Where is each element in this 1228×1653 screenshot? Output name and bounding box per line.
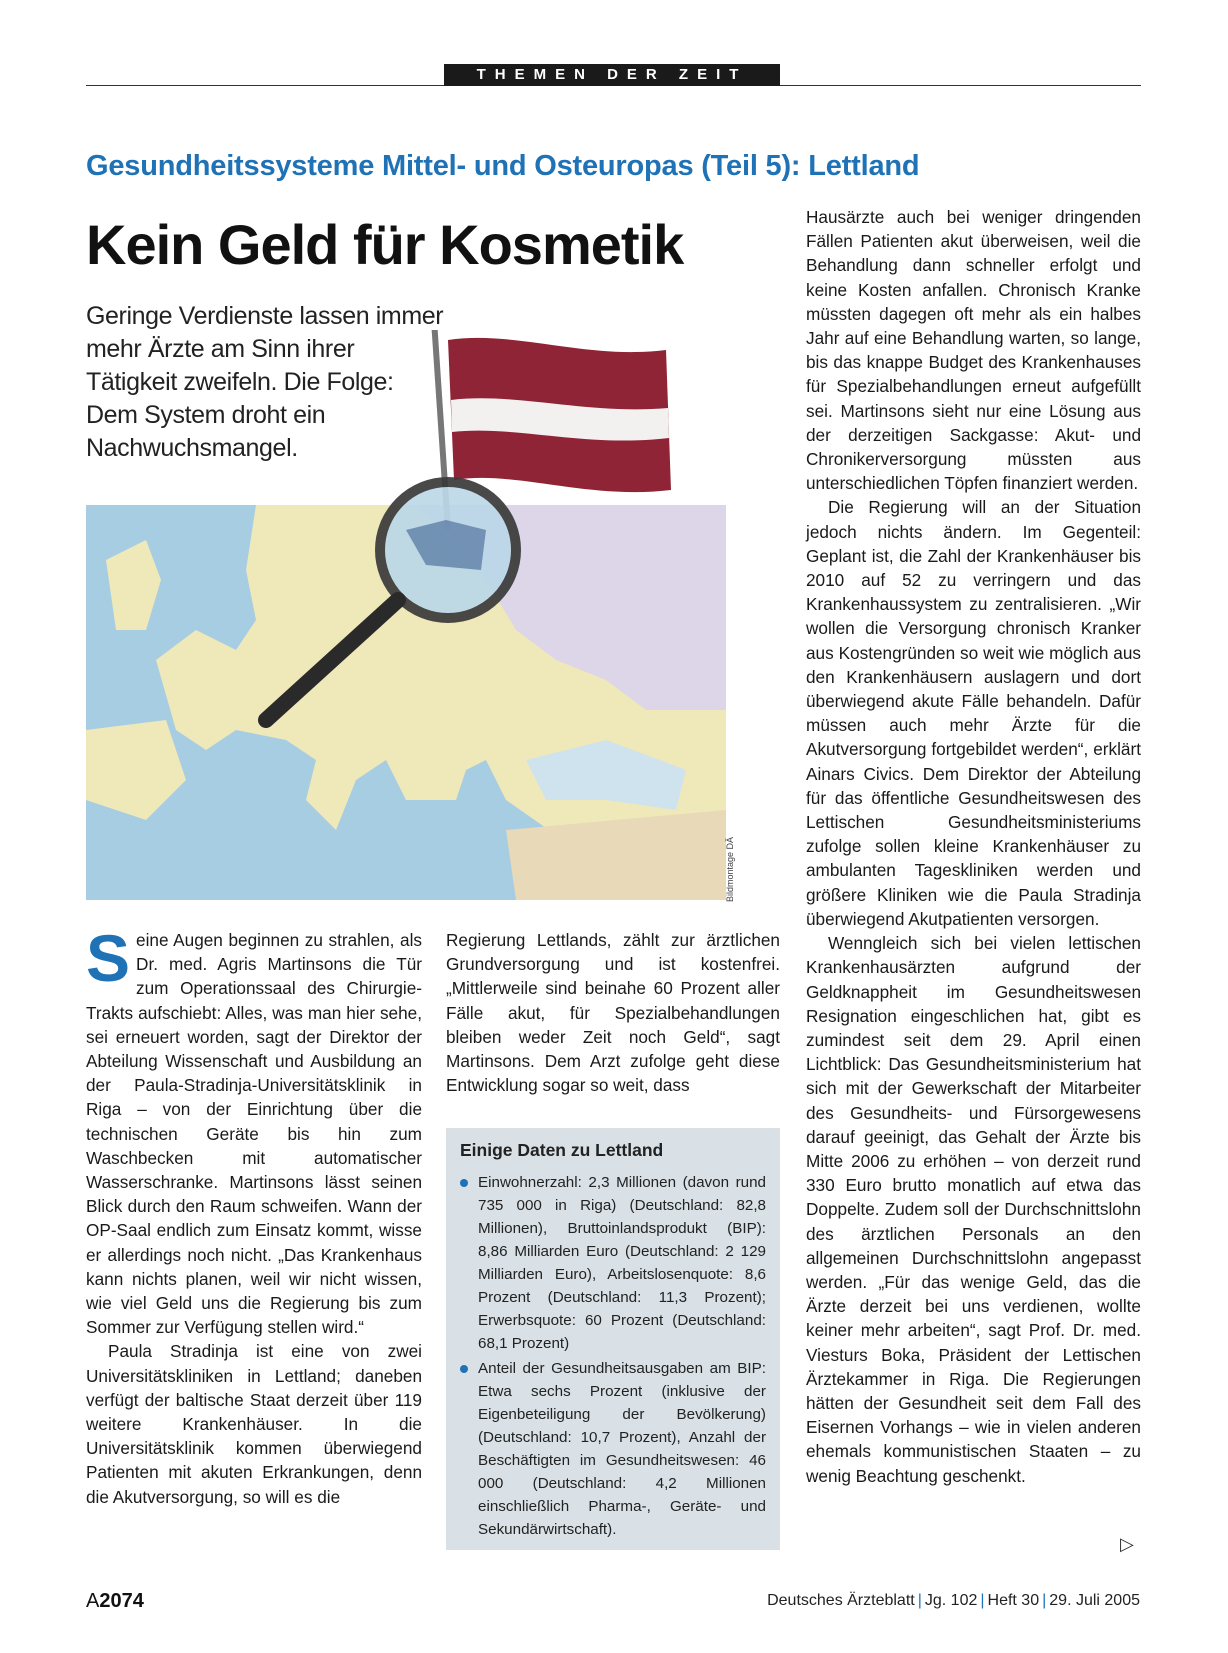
article-kicker: Gesundheitssysteme Mittel- und Osteuropas (Teil 5): Lettland (86, 150, 920, 182)
paragraph: Hausärzte auch bei weniger dringenden Fällen Patienten akut überweisen, weil die Behandlung dann schneller erfolgt und keine Kosten anfallen. Chronisch Kranke müssten dagegen oft mehr als ein halbes Jahr auf eine Behandlung warten, so lange, bis das knappe Budget des Krankenhauses für Spezialbehandlungen erneut aufgefüllt sei. Martinsons sieht nur eine Lösung aus der derzeitigen Sackgasse: Akut- und Chronikerversorgung müssten aus unterschiedlichen Töpfen finanziert werden. (806, 207, 1141, 494)
article-lead: Geringe Verdienste lassen immer mehr Ärzte am Sinn ihrer Tätigkeit zweifeln. Die Folge: Dem System droht ein Nachwuchsmangel. (86, 302, 444, 462)
bullet-icon (460, 1179, 468, 1187)
continue-arrow-icon: ▷ (1120, 1534, 1134, 1554)
bullet-icon (460, 1365, 468, 1373)
drop-cap: S (86, 921, 131, 995)
paragraph: Wenngleich sich bei vielen lettischen Krankenhausärzten aufgrund der Geldknappheit im Gesundheitswesen Resignation eingeschlichen hat, gibt es zumindest seit dem 29. April einen Lichtblick: Das Gesundheitsministerium hat sich mit der Gewerkschaft der Mitarbeiter des Gesundheits- und Fürsorgewesens darauf geeinigt, das Gehalt der Ärzte bis Mitte 2006 zu erhöhen – von derzeit rund 330 Euro brutto monatlich auf etwa das Doppelte. Zudem soll der Durchschnittslohn des ärztlichen Personals an den allgemeinen Durchschnittslohn angepasst werden. „Für das wenige Geld, das die Ärzte derzeit bei uns verdienen, wollte keiner mehr arbeiten“, sagt Prof. Dr. med. Viesturs Boka, Präsident der Lettischen Ärztekammer in Riga. Die Regierungen hätten der Gesundheit seit dem Fall des Eisernen Vorhangs – wie in vielen anderen ehemals kommunistischen Staaten – zu wenig Beachtung geschenkt. (806, 933, 1141, 1486)
article-column-2 (446, 928, 780, 1097)
article-column-3 (806, 205, 1141, 1488)
article-column-1 (86, 921, 422, 1509)
image-credit: Bildmontage DÄ (725, 836, 735, 902)
info-box-title: Einige Daten zu Lettland (460, 1140, 664, 1160)
list-item: Einwohnerzahl: 2,3 Millionen (davon rund 735 000 in Riga) (Deutschland: 82,8 Millionen), Bruttoinlandsprodukt (BIP): 8,86 Milliarden Euro (Deutschland: 2 129 Milliarden Euro), Arbeitslosenquote: 8,6 Prozent (Deutschland: 11,3 Prozent); Erwerbsquote: 60 Prozent (Deutschland: 68,1 Prozent) (460, 1171, 766, 1355)
section-label: THEMEN DER ZEIT (444, 64, 780, 86)
paragraph: Paula Stradinja ist eine von zwei Universitätskliniken in Lettland; daneben verfügt der baltische Staat derzeit über 119 weitere Krankenhäuser. In die Universitätsklinik kommen überwiegend Patienten mit akuten Erkrankungen, denn die Akutversorgung, so will es die (86, 1341, 422, 1507)
page-number: A2074 (86, 1590, 144, 1612)
info-box (446, 1128, 780, 1550)
journal-info: Deutsches Ärzteblatt | Jg. 102 | Heft 30 | 29. Juli 2005 (767, 1592, 1140, 1609)
paragraph: Regierung Lettlands, zählt zur ärztlichen Grundversorgung und ist kostenfrei. „Mittlerweile sind beinahe 60 Prozent aller Fälle akut, für Spezialbehandlungen bleiben weder Zeit noch Geld“, sagt Martinsons. Dem Arzt zufolge geht diese Entwicklung sogar so weit, dass (446, 930, 780, 1096)
article-headline: Kein Geld für Kosmetik (86, 213, 684, 276)
info-box-list (460, 1171, 766, 1541)
paragraph: Die Regierung will an der Situation jedoch nichts ändern. Im Gegenteil: Geplant ist, die Zahl der Krankenhäuser bis 2010 auf 52 zu verringern und das Krankenhaussystem zu zentralisieren. „Wir wollen die Versorgung chronisch Kranker aus Kostengründen so weit wie möglich aus den Krankenhäusern auslagern und dort überwiegend akute Fälle behandeln. Dafür müssen auch mehr Ärzte für die Akutversorgung fortgebildet werden“, erklärt Ainars Civics. Dem Direktor der Abteilung für das öffentliche Gesundheitswesen des Lettischen Gesundheitsministeriums zufolge sollen kleine Krankenhäuser zu ambulanten Tageskliniken werden und größere Kliniken wie die Paula Stradinja überwiegend Akutpatienten versorgen. (806, 497, 1141, 929)
paragraph: eine Augen beginnen zu strahlen, als Dr. med. Agris Martinsons die Tür zum Operationssaal des Chirurgie-Trakts aufschiebt: Alles, was man hier sehe, sei erneuert worden, sagt der Direktor der Abteilung Wissenschaft und Ausbildung an der Paula-Stradinja-Universitätsklinik in Riga – von der Einrichtung über die technischen Geräte bis hin zum Waschbecken mit automatischer Wasserschranke. Martinsons lässt seinen Blick durch den Raum schweifen. Wann der OP-Saal endlich zum Einsatz kommt, wisse er allerdings noch nicht. „Das Krankenhaus kann nichts planen, weil wir nicht wissen, wie viel Geld uns die Regierung bis zum Sommer zur Verfügung stellen wird.“ (86, 930, 422, 1338)
list-item: Anteil der Gesundheitsausgaben am BIP: Etwa sechs Prozent (inklusive der Eigenbeteiligung der Bevölkerung) (Deutschland: 10,7 Prozent), Anzahl der Beschäftigten im Gesundheitswesen: 46 000 (Deutschland: 4,2 Millionen einschließlich Pharma-, Geräte- und Sekundärwirtschaft). (460, 1357, 766, 1541)
